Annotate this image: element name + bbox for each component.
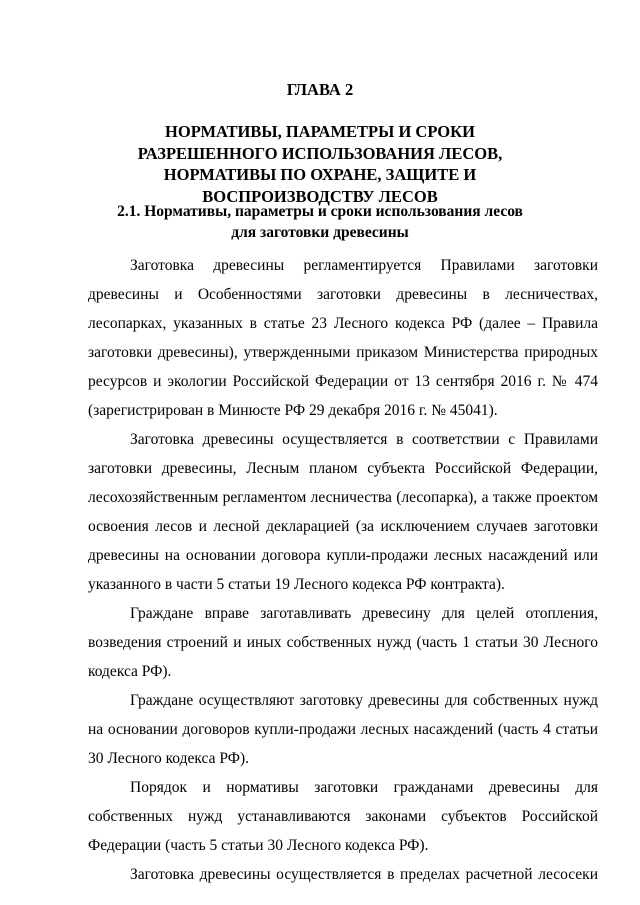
paragraph: Заготовка древесины осуществляется в пределах расчетной лесосеки	[130, 866, 598, 883]
paragraph: Заготовка древесины регламентируется Правилами заготовки древесины и Особенностями заготовки древесины в лесничествах, лесопарках, указанных в статье 23 Лесного кодекса РФ (далее – Правила заготовки древесины), утвержденными приказом Министерства природных ресурсов и экологии Российской Федерации от 13 сентября 2016 г. № 474 (зарегистрирован в Минюсте РФ 29 декабря 2016 г. № 45041).	[88, 257, 598, 419]
document-body	[88, 251, 598, 889]
paragraph: Граждане осуществляют заготовку древесины для собственных нужд на основании договоров купли-продажи лесных насаждений (часть 4 статьи 30 Лесного кодекса РФ).	[88, 692, 598, 767]
paragraph: Заготовка древесины осуществляется в соответствии с Правилами заготовки древесины, Лесным планом субъекта Российской Федерации, лесохозяйственным регламентом лесничества (лесопарка), а также проектом освоения лесов и лесной декларацией (за исключением случаев заготовки древесины на основании договора купли-продажи лесных насаждений или указанного в части 5 статьи 19 Лесного кодекса РФ контракта).	[88, 431, 598, 593]
chapter-number: ГЛАВА 2	[286, 80, 354, 99]
paragraph: Граждане вправе заготавливать древесину для целей отопления, возведения строений и иных собственных нужд (часть 1 статьи 30 Лесного кодекса РФ).	[88, 605, 598, 680]
chapter-title: НОРМАТИВЫ, ПАРАМЕТРЫ И СРОКИ РАЗРЕШЕННОГО ИСПОЛЬЗОВАНИЯ ЛЕСОВ, НОРМАТИВЫ ПО ОХРАНЕ, ЗАЩИТЕ И ВОСПРОИЗВОДСТВУ ЛЕСОВ	[137, 122, 503, 206]
paragraph: Порядок и нормативы заготовки гражданами древесины для собственных нужд устанавливаются законами субъектов Российской Федерации (часть 5 статьи 30 Лесного кодекса РФ).	[88, 779, 598, 854]
section-title: 2.1. Нормативы, параметры и сроки использования лесов для заготовки древесины	[117, 203, 523, 241]
